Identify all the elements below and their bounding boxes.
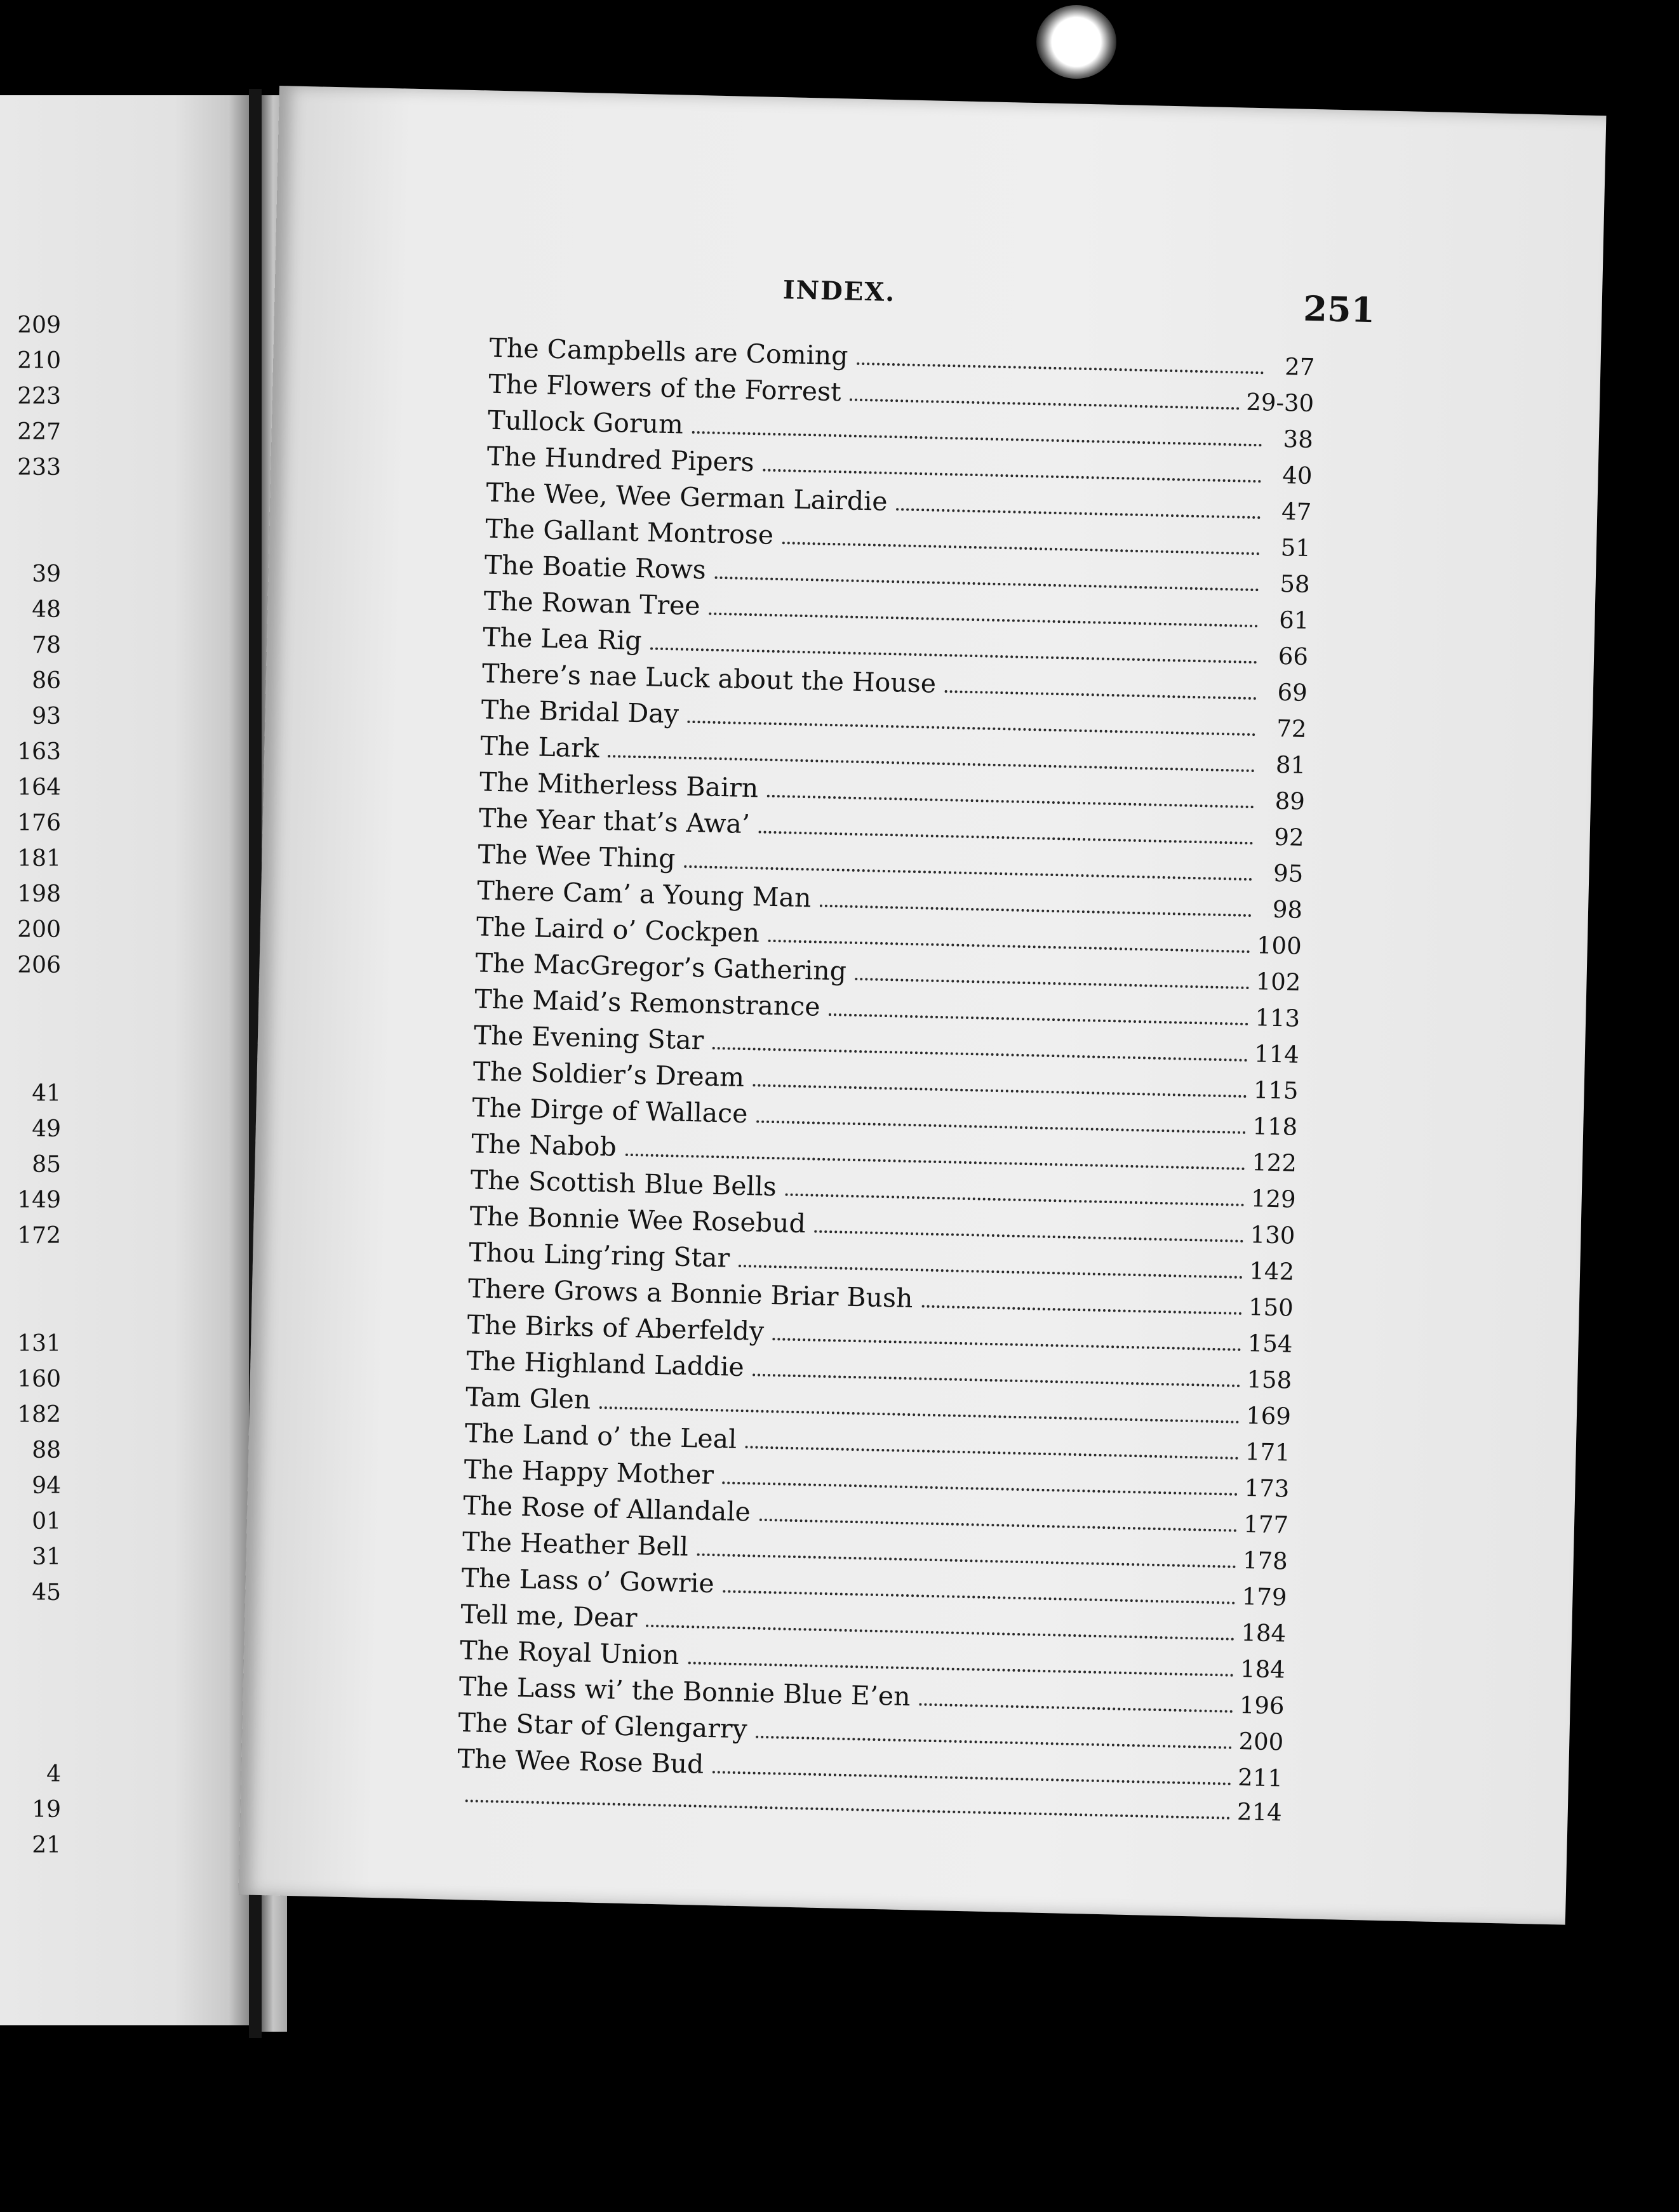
dot-leader <box>782 536 1260 555</box>
entry-page-number: 100 <box>1256 931 1302 960</box>
entry-title: There’s nae Luck about the House <box>481 658 937 699</box>
entry-page-number: 51 <box>1280 533 1311 563</box>
facing-page-number: 163 <box>17 739 61 765</box>
dot-leader <box>723 1585 1235 1604</box>
entry-title: The Rowan Tree <box>483 585 701 622</box>
dot-leader <box>650 642 1257 663</box>
entry-title: There Cam’ a Young Man <box>476 875 812 914</box>
facing-page-number: 86 <box>32 668 61 694</box>
facing-page-number: 233 <box>17 455 61 481</box>
entry-page-number: 27 <box>1284 353 1315 382</box>
dot-leader <box>684 860 1252 881</box>
facing-page-number: 198 <box>17 881 61 907</box>
entry-page-number: 89 <box>1274 787 1306 815</box>
entry-title: The Evening Star <box>473 1020 704 1056</box>
entry-title: Thou Ling’ring Star <box>468 1237 730 1274</box>
entry-page-number: 184 <box>1240 1618 1287 1648</box>
dot-leader <box>759 825 1254 844</box>
entry-page-number: 118 <box>1252 1112 1298 1141</box>
entry-page-number: 66 <box>1278 642 1309 670</box>
entry-title: The Lass wi’ the Bonnie Blue E’en <box>458 1671 911 1712</box>
facing-page-number: 19 <box>32 1797 61 1823</box>
dot-leader <box>857 357 1264 375</box>
entry-page-number: 69 <box>1277 678 1308 707</box>
dot-leader <box>697 1549 1237 1568</box>
dot-leader <box>688 716 1256 736</box>
entry-page-number: 154 <box>1247 1329 1293 1358</box>
entry-title: The Rose of Allandale <box>462 1490 751 1528</box>
index-page <box>238 86 1606 1925</box>
entry-title: The Boatie Rows <box>484 549 707 585</box>
facing-page-number: 93 <box>32 703 61 730</box>
facing-page-number: 41 <box>32 1081 61 1107</box>
dot-leader <box>814 1225 1243 1243</box>
facing-page-number: 131 <box>17 1331 61 1357</box>
facing-page-number: 88 <box>32 1437 61 1463</box>
punched-hole <box>1036 5 1116 79</box>
facing-page-number: 149 <box>17 1187 61 1213</box>
facing-page-number: 39 <box>32 561 61 587</box>
dot-leader <box>820 900 1252 917</box>
dot-leader <box>759 1514 1237 1532</box>
entry-title: The Star of Glengarry <box>458 1707 748 1745</box>
entry-page-number: 150 <box>1248 1293 1294 1322</box>
facing-page-number: 160 <box>17 1366 61 1392</box>
facing-page-number: 49 <box>32 1116 61 1142</box>
entry-title: The Maid’s Remonstrance <box>474 983 821 1022</box>
entry-page-number: 40 <box>1281 461 1313 490</box>
entry-title: The Nabob <box>471 1128 617 1163</box>
entry-title: The Flowers of the Forrest <box>488 368 842 408</box>
dot-leader <box>692 426 1262 446</box>
entry-page-number: 129 <box>1250 1185 1297 1213</box>
entry-title: The Heather Bell <box>462 1526 689 1562</box>
entry-title: The Soldier’s Dream <box>472 1056 745 1093</box>
entry-title: The Lass o’ Gowrie <box>461 1562 715 1599</box>
entry-title: The Dirge of Wallace <box>472 1092 748 1129</box>
entry-page-number: 72 <box>1276 714 1307 743</box>
entry-title: The Scottish Blue Bells <box>470 1164 777 1203</box>
dot-leader <box>829 1008 1248 1025</box>
entry-page-number: 113 <box>1254 1004 1301 1032</box>
entry-title: The Laird o’ Cockpen <box>476 911 760 949</box>
dot-leader <box>712 1042 1248 1062</box>
entry-page-number: 47 <box>1281 497 1312 526</box>
entry-title: The Lark <box>479 730 600 764</box>
facing-page-number: 85 <box>32 1152 61 1178</box>
facing-page-number: 206 <box>17 952 61 978</box>
entry-page-number: 173 <box>1244 1474 1290 1503</box>
entry-page-number: 158 <box>1247 1366 1292 1394</box>
dot-leader <box>599 1401 1240 1423</box>
facing-page-number: 78 <box>32 632 61 658</box>
dot-leader <box>608 750 1255 772</box>
dot-leader <box>921 1300 1242 1314</box>
entry-page-number: 114 <box>1254 1040 1300 1069</box>
running-title: INDEX. <box>782 275 896 308</box>
entry-title: Tullock Gorum <box>487 404 684 440</box>
facing-page-number: 223 <box>17 383 61 410</box>
facing-page-number: 48 <box>32 597 61 623</box>
entry-page-number: 58 <box>1280 570 1311 599</box>
dot-leader <box>945 685 1257 700</box>
entry-page-number: 102 <box>1255 968 1301 996</box>
entry-title: There Grows a Bonnie Briar Bush <box>467 1273 913 1314</box>
entry-title: The Wee, Wee German Lairdie <box>486 477 888 517</box>
entry-page-number: 177 <box>1243 1510 1289 1539</box>
entry-page-number: 184 <box>1240 1655 1286 1684</box>
dot-leader <box>714 571 1259 591</box>
facing-page-number: 210 <box>17 348 61 374</box>
entry-page-number: 171 <box>1245 1438 1291 1467</box>
facing-page-number: 209 <box>17 312 61 338</box>
dot-leader <box>919 1698 1233 1713</box>
entry-page-number: 95 <box>1273 859 1304 888</box>
dot-leader <box>756 1731 1232 1749</box>
entry-page-number: 115 <box>1253 1076 1299 1105</box>
entry-title: The Wee Thing <box>478 839 676 874</box>
entry-title: The Happy Mother <box>464 1454 714 1491</box>
entry-page-number: 61 <box>1278 606 1309 634</box>
facing-page-number: 181 <box>17 846 61 872</box>
entry-title: The Bridal Day <box>481 694 679 730</box>
entry-title: The Land o’ the Leal <box>464 1418 737 1455</box>
entry-title: Tam Glen <box>465 1382 591 1415</box>
dot-leader <box>465 1794 1231 1819</box>
facing-page-number: 94 <box>32 1473 61 1499</box>
dot-leader <box>768 935 1250 953</box>
facing-page-number: 45 <box>32 1580 61 1606</box>
entry-title: The Campbells are Coming <box>489 332 848 371</box>
entry-title: Tell me, Dear <box>460 1599 638 1634</box>
entry-title: The Birks of Aberfeldy <box>467 1309 765 1347</box>
entry-title: The Year that’s Awa’ <box>478 803 751 840</box>
entry-title: The Gallant Montrose <box>485 513 774 550</box>
dot-leader <box>753 1368 1240 1387</box>
entry-title: The Hundred Pipers <box>486 441 755 478</box>
entry-page-number: 122 <box>1251 1149 1297 1177</box>
facing-page-number: 172 <box>17 1223 61 1249</box>
facing-page-number: 176 <box>17 810 61 836</box>
dot-leader <box>709 608 1258 628</box>
dot-leader <box>785 1189 1245 1206</box>
dot-leader <box>712 1766 1231 1785</box>
entry-page-number: 169 <box>1245 1402 1292 1430</box>
facing-page-number: 227 <box>17 419 61 445</box>
entry-page-number: 196 <box>1239 1691 1285 1720</box>
entry-title: The Wee Rose Bud <box>457 1743 704 1780</box>
entry-title: The Royal Union <box>459 1635 680 1670</box>
facing-page <box>0 95 249 2025</box>
entry-page-number: 92 <box>1273 823 1305 851</box>
facing-page-number: 164 <box>17 775 61 801</box>
entry-title: The Bonnie Wee Rosebud <box>469 1201 806 1239</box>
entry-page-number: 178 <box>1242 1547 1288 1575</box>
entry-title: The Lea Rig <box>482 622 643 656</box>
facing-page-number: 200 <box>17 917 61 943</box>
entry-title: The MacGregor’s Gathering <box>475 947 847 987</box>
facing-page-number: 01 <box>32 1509 61 1535</box>
dot-leader <box>767 790 1254 808</box>
facing-page-number: 4 <box>46 1761 61 1787</box>
dot-leader <box>753 1079 1247 1098</box>
dot-leader <box>763 463 1261 483</box>
dot-leader <box>855 973 1250 989</box>
dot-leader <box>746 1441 1239 1460</box>
dot-leader <box>625 1149 1245 1170</box>
dot-leader <box>739 1260 1243 1279</box>
entry-page-number: 214 <box>1236 1797 1283 1827</box>
entry-page-number: 98 <box>1272 895 1303 924</box>
facing-page-number: 182 <box>17 1402 61 1428</box>
dot-leader <box>688 1656 1234 1677</box>
dot-leader <box>723 1476 1238 1495</box>
entry-page-number: 200 <box>1238 1727 1284 1756</box>
facing-page-number: 21 <box>32 1832 61 1858</box>
entry-page-number: 81 <box>1275 750 1306 779</box>
entry-page-number: 142 <box>1248 1257 1295 1286</box>
dot-leader <box>896 503 1261 519</box>
entry-page-number: 38 <box>1283 425 1314 454</box>
entry-page-number: 130 <box>1250 1221 1295 1249</box>
entry-title: The Mitherless Bairn <box>479 766 759 804</box>
entry-page-number: 29-30 <box>1245 388 1314 418</box>
dot-leader <box>773 1333 1241 1351</box>
dot-leader <box>850 394 1240 410</box>
entry-title: The Highland Laddie <box>465 1345 745 1383</box>
dot-leader <box>646 1620 1234 1641</box>
dot-leader <box>756 1115 1246 1133</box>
entry-page-number: 211 <box>1237 1763 1283 1792</box>
entry-page-number: 179 <box>1241 1583 1287 1611</box>
facing-page-number: 31 <box>32 1544 61 1570</box>
page-number: 251 <box>1302 288 1375 331</box>
